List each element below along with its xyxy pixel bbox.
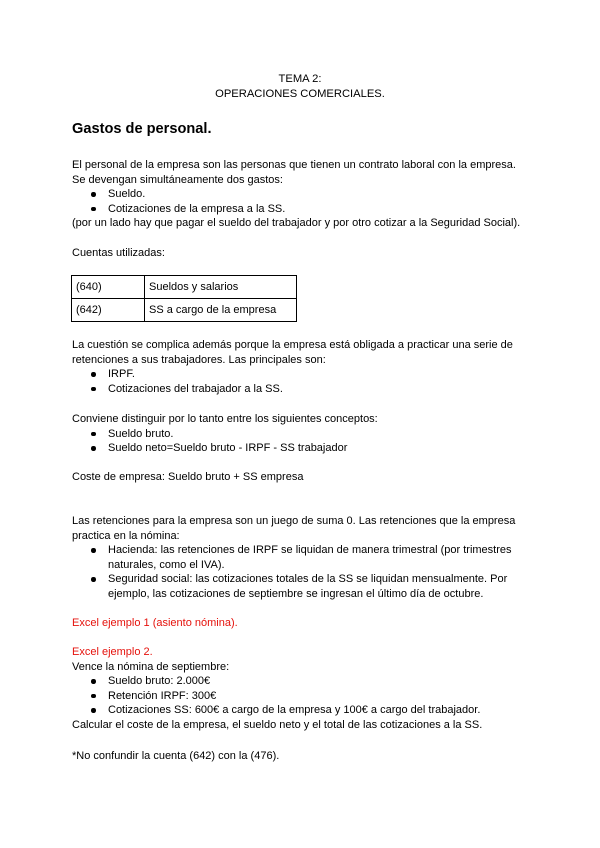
retentions-line-2: retenciones a sus trabajadores. Las principales son: <box>72 353 326 366</box>
list-item: Cotizaciones de la empresa a la SS. <box>72 202 542 217</box>
accounts-label-text: Cuentas utilizadas: <box>72 247 165 259</box>
zero-sum-line-1: Las retenciones para la empresa son un juego de suma 0. Las retenciones que la empresa <box>72 515 516 527</box>
intro-note: (por un lado hay que pagar el sueldo del trabajador y por otro cotizar a la Seguridad Social). <box>72 217 521 230</box>
intro-bullet-list <box>72 187 542 216</box>
retentions-line-1: La cuestión se complica además porque la empresa está obligada a practicar una serie de <box>72 339 513 351</box>
hacienda-line-2: naturales, como el IVA). <box>108 558 225 571</box>
section-heading: Gastos de personal. <box>72 121 212 137</box>
topic-number: TEMA 2: <box>278 73 322 85</box>
accounts-table <box>71 275 297 322</box>
concepts-bullet-list <box>72 427 542 456</box>
list-item: Sueldo neto=Sueldo bruto - IRPF - SS trabajador <box>72 441 542 456</box>
example-2-section <box>72 645 542 733</box>
zero-sum-bullet-list <box>72 543 542 601</box>
example-1-title: Excel ejemplo 1 (asiento nómina). <box>72 617 238 629</box>
account-name: SS a cargo de la empresa <box>145 299 297 322</box>
list-item: Cotizaciones SS: 600€ a cargo de la empresa y 100€ a cargo del trabajador. <box>72 703 542 718</box>
seguridad-social-line-2: ejemplo, las cotizaciones de septiembre se ingresan el último día de octubre. <box>108 587 484 600</box>
document-header <box>0 72 600 102</box>
footnote-section <box>72 749 542 764</box>
list-item <box>72 543 542 572</box>
seguridad-social-line-1: Seguridad social: las cotizaciones totales de la SS se liquidan mensualmente. Por <box>108 573 508 586</box>
account-name: Sueldos y salarios <box>145 276 297 299</box>
intro-line-1: El personal de la empresa son las personas que tienen un contrato laboral con la empresa. <box>72 159 516 171</box>
cost-section <box>72 470 542 485</box>
list-item: Retención IRPF: 300€ <box>72 689 542 704</box>
topic-title: OPERACIONES COMERCIALES. <box>215 88 385 100</box>
accounts-label <box>72 246 542 261</box>
list-item: IRPF. <box>72 367 542 382</box>
hacienda-line-1: Hacienda: las retenciones de IRPF se liquidan de manera trimestral (por trimestres <box>108 544 512 557</box>
zero-sum-section <box>72 514 542 602</box>
concepts-section <box>72 412 542 456</box>
table-row <box>72 276 297 299</box>
concepts-line-1: Conviene distinguir por lo tanto entre los siguientes conceptos: <box>72 413 378 425</box>
intro-section <box>72 158 542 231</box>
zero-sum-line-2: practica en la nómina: <box>72 529 180 542</box>
list-item: Sueldo bruto: 2.000€ <box>72 674 542 689</box>
example-2-title: Excel ejemplo 2. <box>72 646 153 658</box>
list-item: Cotizaciones del trabajador a la SS. <box>72 382 542 397</box>
list-item: Sueldo. <box>72 187 542 202</box>
cost-formula: Coste de empresa: Sueldo bruto + SS empresa <box>72 471 304 483</box>
account-code: (642) <box>72 299 145 322</box>
footnote: *No confundir la cuenta (642) con la (476). <box>72 750 280 762</box>
retentions-bullet-list <box>72 367 542 396</box>
list-item: Sueldo bruto. <box>72 427 542 442</box>
list-item <box>72 572 542 601</box>
example-2-line-1: Vence la nómina de septiembre: <box>72 660 230 673</box>
intro-line-2: Se devengan simultáneamente dos gastos: <box>72 173 283 186</box>
table-row <box>72 299 297 322</box>
retentions-section <box>72 338 542 396</box>
example-2-bullet-list <box>72 674 542 718</box>
example-1-section <box>72 616 542 631</box>
account-code: (640) <box>72 276 145 299</box>
example-2-line-2: Calcular el coste de la empresa, el sueldo neto y el total de las cotizaciones a la SS. <box>72 718 483 731</box>
